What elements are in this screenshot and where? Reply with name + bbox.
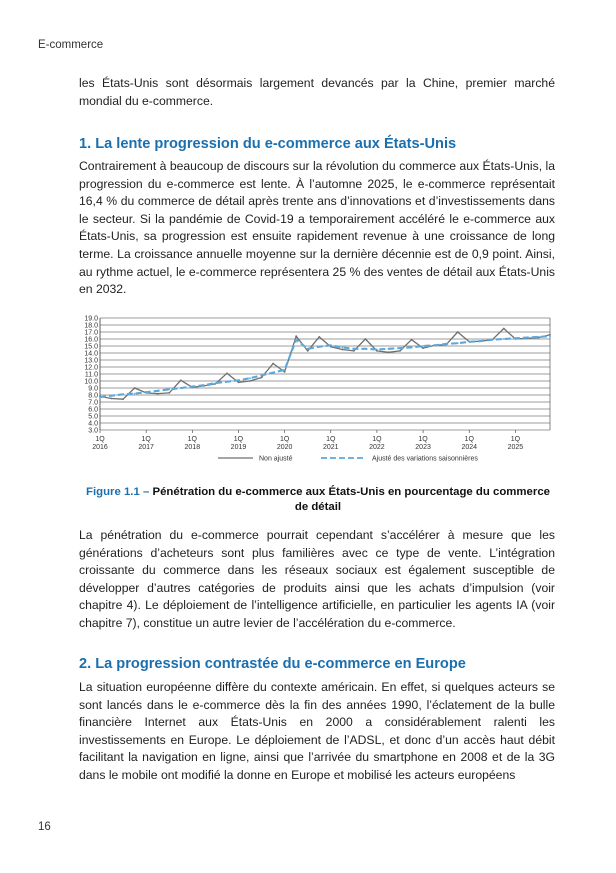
series-0-point-21 <box>341 349 343 351</box>
x-tick-year-label-3: 2019 <box>230 444 247 451</box>
series-0-point-12 <box>238 382 240 384</box>
series-0-point-11 <box>226 372 228 374</box>
series-0-point-1 <box>111 398 113 400</box>
chart-series <box>99 328 551 401</box>
y-tick-label-3: 6.0 <box>88 406 98 414</box>
series-0-point-14 <box>261 377 263 379</box>
y-tick-label-14: 17.0 <box>84 329 98 337</box>
series-1-point-13 <box>249 377 251 379</box>
series-1-point-28 <box>422 345 424 347</box>
x-tick-quarter-label-4: 1Q <box>279 436 290 443</box>
series-0-point-31 <box>457 331 459 333</box>
section1-paragraph2: La pénétration du e-commerce pourrait cependant s’accélérer à mesure que les générations d’acheteurs sont plus familières avec ce type de vente. L’intégration croissante du commerce dans les réseaux sociaux est également susceptible de développer d’autres catégories de produits ainsi que les achats d’impulsion (voir chapitre 4). Le déploiement de l’intelligence artificielle, en particulier les agents IA (voir chapitre 7), constitue un autre levier de l’accélération du e-commerce. <box>79 528 555 630</box>
x-tick-quarter-label-9: 1Q <box>510 436 521 443</box>
series-1-point-33 <box>480 340 482 342</box>
series-1-point-36 <box>514 337 516 339</box>
running-head: E-commerce <box>38 39 104 51</box>
series-1-point-37 <box>526 337 528 339</box>
series-1-point-16 <box>284 369 286 371</box>
series-0-point-25 <box>388 351 390 353</box>
series-0-point-6 <box>168 392 170 394</box>
series-1-point-3 <box>134 393 136 395</box>
series-1-point-25 <box>388 348 390 350</box>
x-tick-quarter-label-8: 1Q <box>464 436 474 443</box>
x-tick-year-label-8: 2024 <box>461 444 478 451</box>
series-0-point-15 <box>272 363 274 365</box>
series-0-point-28 <box>422 347 424 349</box>
x-tick-year-label-4: 2020 <box>276 444 293 451</box>
series-1-point-39 <box>549 335 551 337</box>
series-0-point-7 <box>180 379 182 381</box>
series-1-point-34 <box>491 339 493 341</box>
figure-title: Pénétration du e-commerce aux États-Unis en pourcentage du commerce de détail <box>152 486 550 513</box>
series-1-point-5 <box>157 390 159 392</box>
x-tick-year-label-0: 2016 <box>92 444 108 451</box>
series-1-point-27 <box>411 347 413 349</box>
series-1-point-21 <box>341 347 343 349</box>
y-tick-label-12: 15.0 <box>84 343 98 351</box>
series-1-point-23 <box>364 348 366 350</box>
page-number: 16 <box>38 821 51 833</box>
series-0-point-23 <box>364 338 366 340</box>
section2-paragraph1: La situation européenne diffère du contexte américain. En effet, si quelques acteurs se sont lancés dans le e-commerce dès la fin des années 1990, l’éclatement de la bulle financière Internet aux États-Unis en 2000 a considérablement ralenti les investissements en Europe. Le déploiement de l’ADSL, et donc d’un accès haut débit facilitant la navigation en ligne, ainsi que l’arrivée du smartphone en 2008 et de la 3G dans le mobile ont modifié la donne en Europe et mobilisé les acteurs européens <box>79 680 555 782</box>
series-0-point-27 <box>411 339 413 341</box>
series-0-point-26 <box>399 350 401 352</box>
x-tick-year-label-9: 2025 <box>507 444 524 451</box>
series-1-point-0 <box>99 396 101 398</box>
penetration-chart <box>78 313 558 475</box>
y-tick-label-2: 5.0 <box>88 413 98 421</box>
series-1-point-15 <box>272 372 274 374</box>
y-tick-label-0: 3.0 <box>88 427 98 435</box>
y-tick-label-4: 7.0 <box>88 399 98 407</box>
y-tick-label-1: 4.0 <box>88 420 98 428</box>
section1-paragraph1: Contrairement à beaucoup de discours sur la révolution du commerce aux États-Unis, la progression du e-commerce est lente. À l’automne 2025, le e-commerce représentait 16,4 % du commerce de détail après trente ans d’innovations et d’investissements dans le secteur. Si la pandémie de Covid-19 a temporairement accéléré le e-commerce aux États-Unis, sa progression est ensuite rapidement revenue à une croissance de long terme. La croissance annuelle moyenne sur la dernière décennie est de 0,9 point. Ainsi, au rythme actuel, le e-commerce représentera 25 % des ventes de détail aux États-Unis en 2032. <box>79 159 555 297</box>
series-1-point-1 <box>111 395 113 397</box>
series-1-point-12 <box>238 379 240 381</box>
series-0-point-2 <box>122 398 124 400</box>
series-0-point-3 <box>134 387 136 389</box>
x-tick-year-label-5: 2021 <box>322 444 339 451</box>
series-0-point-16 <box>284 371 286 373</box>
series-1-point-17 <box>295 339 297 341</box>
series-1-point-31 <box>457 342 459 344</box>
chart-svg <box>78 313 558 475</box>
series-1-point-30 <box>445 343 447 345</box>
series-1-point-22 <box>353 348 355 350</box>
figure-label: Figure 1.1 – <box>86 486 150 498</box>
legend-label-1: Ajusté des variations saisonnières <box>372 455 478 463</box>
series-1-point-2 <box>122 393 124 395</box>
x-tick-year-label-1: 2017 <box>138 444 154 451</box>
series-1-point-6 <box>168 389 170 391</box>
y-tick-label-6: 9.0 <box>88 385 98 393</box>
chart-grid <box>100 318 550 430</box>
series-1-point-29 <box>434 344 436 346</box>
y-tick-label-11: 14.0 <box>84 350 98 358</box>
y-tick-label-8: 11.0 <box>84 371 98 379</box>
x-tick-quarter-label-7: 1Q <box>418 436 428 443</box>
x-tick-quarter-label-1: 1Q <box>141 436 151 443</box>
series-1-point-7 <box>180 387 182 389</box>
series-1-point-26 <box>399 347 401 349</box>
series-1-point-8 <box>191 386 193 388</box>
series-1-point-14 <box>261 375 263 377</box>
y-tick-label-13: 16.0 <box>84 336 98 344</box>
figure-caption <box>79 485 557 515</box>
series-1-point-35 <box>503 338 505 340</box>
x-tick-year-label-6: 2022 <box>369 444 385 451</box>
y-tick-label-5: 8.0 <box>88 392 98 400</box>
chart-legend <box>218 456 478 463</box>
y-tick-label-9: 12.0 <box>84 364 98 372</box>
section2-heading: 2. La progression contrastée du e-commerce en Europe <box>79 656 466 672</box>
x-tick-quarter-label-3: 1Q <box>233 436 244 443</box>
series-1-point-20 <box>330 344 332 346</box>
series-0-point-19 <box>318 336 320 338</box>
series-0-point-13 <box>249 380 251 382</box>
series-0-point-22 <box>353 350 355 352</box>
series-1-point-24 <box>376 349 378 351</box>
section1-heading: 1. La lente progression du e-commerce aux États-Unis <box>79 136 457 152</box>
x-tick-quarter-label-5: 1Q <box>326 436 336 443</box>
series-0-point-35 <box>503 328 505 330</box>
series-1-point-10 <box>214 382 216 384</box>
series-1-point-11 <box>226 381 228 383</box>
series-0-point-18 <box>307 350 309 352</box>
intro-paragraph: les États-Unis sont désormais largement devancés par la Chine, premier marché mondial du e-commerce. <box>79 76 555 108</box>
x-tick-year-label-7: 2023 <box>415 444 431 451</box>
y-tick-label-16: 19.0 <box>84 315 98 323</box>
series-1-point-32 <box>468 341 470 343</box>
series-1-point-19 <box>318 346 320 348</box>
x-tick-quarter-label-0: 1Q <box>95 436 105 443</box>
series-1-point-4 <box>145 391 147 393</box>
x-tick-quarter-label-2: 1Q <box>187 436 197 443</box>
x-tick-year-label-2: 2018 <box>184 444 201 451</box>
series-1-point-18 <box>307 348 309 350</box>
y-tick-label-7: 10.0 <box>84 378 98 386</box>
y-tick-label-10: 13.0 <box>84 357 98 365</box>
series-1-point-38 <box>538 336 540 338</box>
y-tick-label-15: 18.0 <box>84 322 98 330</box>
chart-axes <box>84 315 550 451</box>
x-tick-quarter-label-6: 1Q <box>372 436 382 443</box>
legend-label-0: Non ajusté <box>259 455 293 463</box>
series-0-point-5 <box>157 393 159 395</box>
series-0-point-17 <box>295 335 297 337</box>
series-1-point-9 <box>203 384 205 386</box>
